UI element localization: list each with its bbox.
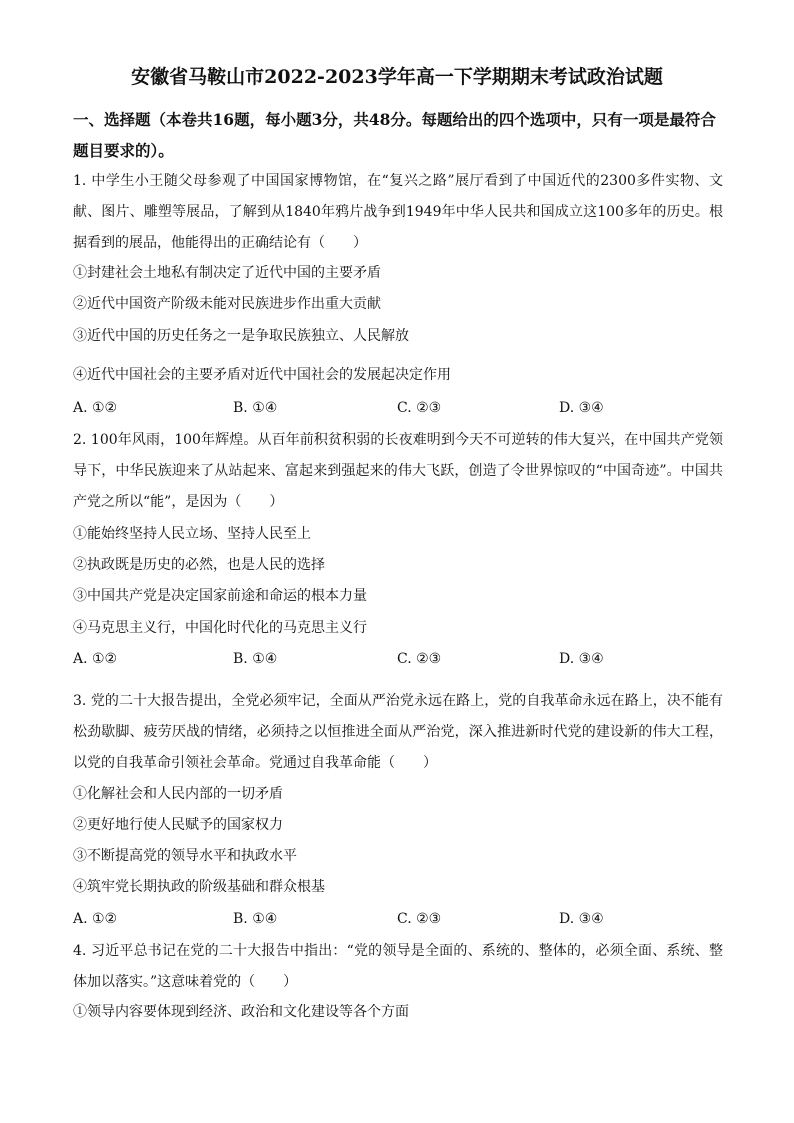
question-1-choice-c: C. ②③ <box>397 400 442 416</box>
question-1-choice-b: B. ①④ <box>233 400 278 416</box>
question-2-choice-c: C. ②③ <box>397 651 442 667</box>
question-2-stem: 2. 100年风雨，100年辉煌。从百年前积贫积弱的长夜难明到今天不可逆转的伟大复兴，在中国共产党领导下，中华民族迎来了从站起来、富起来到强起来的伟大飞跃，创造了令世界惊叹的“中国奇迹”。中国共产党之所以“能”，是因为（ ） <box>73 432 723 510</box>
question-4-stem: 4. 习近平总书记在党的二十大报告中指出：“党的领导是全面的、系统的、整体的，必须全面、系统、整体加以落实。”这意味着党的（ ） <box>73 943 723 990</box>
question-3-option-1: ①化解社会和人民内部的一切矛盾 <box>73 786 283 802</box>
question-3-option-3: ③不断提高党的领导水平和执政水平 <box>73 848 297 864</box>
question-2-choices <box>73 647 723 671</box>
question-1-choice-d: D. ③④ <box>559 400 604 416</box>
question-3-choice-b: B. ①④ <box>233 911 278 927</box>
question-3-choices <box>73 907 723 931</box>
question-1-option-4: ④近代中国社会的主要矛盾对近代中国社会的发展起决定作用 <box>73 367 451 383</box>
question-1-option-3: ③近代中国的历史任务之一是争取民族独立、人民解放 <box>73 328 409 344</box>
question-4-option-1: ①领导内容要体现到经济、政治和文化建设等各个方面 <box>73 1004 409 1020</box>
question-3-option-2: ②更好地行使人民赋予的国家权力 <box>73 817 283 833</box>
question-1-stem: 1. 中学生小王随父母参观了中国国家博物馆，在“复兴之路”展厅看到了中国近代的2300多件实物、文献、图片、雕塑等展品，了解到从1840年鸦片战争到1949年中华人民共和国成立这100多年的历史。根据看到的展品，他能得出的正确结论有（ ） <box>73 173 723 251</box>
question-1-choice-a: A. ①② <box>73 400 118 416</box>
question-3-stem: 3. 党的二十大报告提出，全党必须牢记，全面从严治党永远在路上，党的自我革命永远在路上，决不能有松劲歇脚、疲劳厌战的情绪，必须持之以恒推进全面从严治党，深入推进新时代党的建设新的伟大工程，以党的自我革命引领社会革命。党通过自我革命能（ ） <box>73 693 723 771</box>
question-1-choices <box>73 396 723 420</box>
question-3-choice-a: A. ①② <box>73 911 118 927</box>
question-2-option-1: ①能始终坚持人民立场、坚持人民至上 <box>73 526 311 542</box>
question-2-choice-b: B. ①④ <box>233 651 278 667</box>
question-3-choice-d: D. ③④ <box>559 911 604 927</box>
question-1-option-2: ②近代中国资产阶级未能对民族进步作出重大贡献 <box>73 296 381 312</box>
question-3-choice-c: C. ②③ <box>397 911 442 927</box>
question-2-choice-a: A. ①② <box>73 651 118 667</box>
question-2-option-4: ④马克思主义行，中国化时代化的马克思主义行 <box>73 620 367 636</box>
question-3-option-4: ④筑牢党长期执政的阶级基础和群众根基 <box>73 879 325 895</box>
question-2-choice-d: D. ③④ <box>559 651 604 667</box>
question-2-option-3: ③中国共产党是决定国家前途和命运的根本力量 <box>73 588 367 604</box>
question-2-option-2: ②执政既是历史的必然，也是人民的选择 <box>73 557 325 573</box>
question-1-option-1: ①封建社会土地私有制决定了近代中国的主要矛盾 <box>73 265 381 281</box>
exam-title: 安徽省马鞍山市2022-2023学年高一下学期期末考试政治试题 <box>131 66 663 88</box>
section-heading: 一、选择题（本卷共16题，每小题3分，共48分。每题给出的四个选项中，只有一项是最符合题目要求的）。 <box>73 110 716 160</box>
